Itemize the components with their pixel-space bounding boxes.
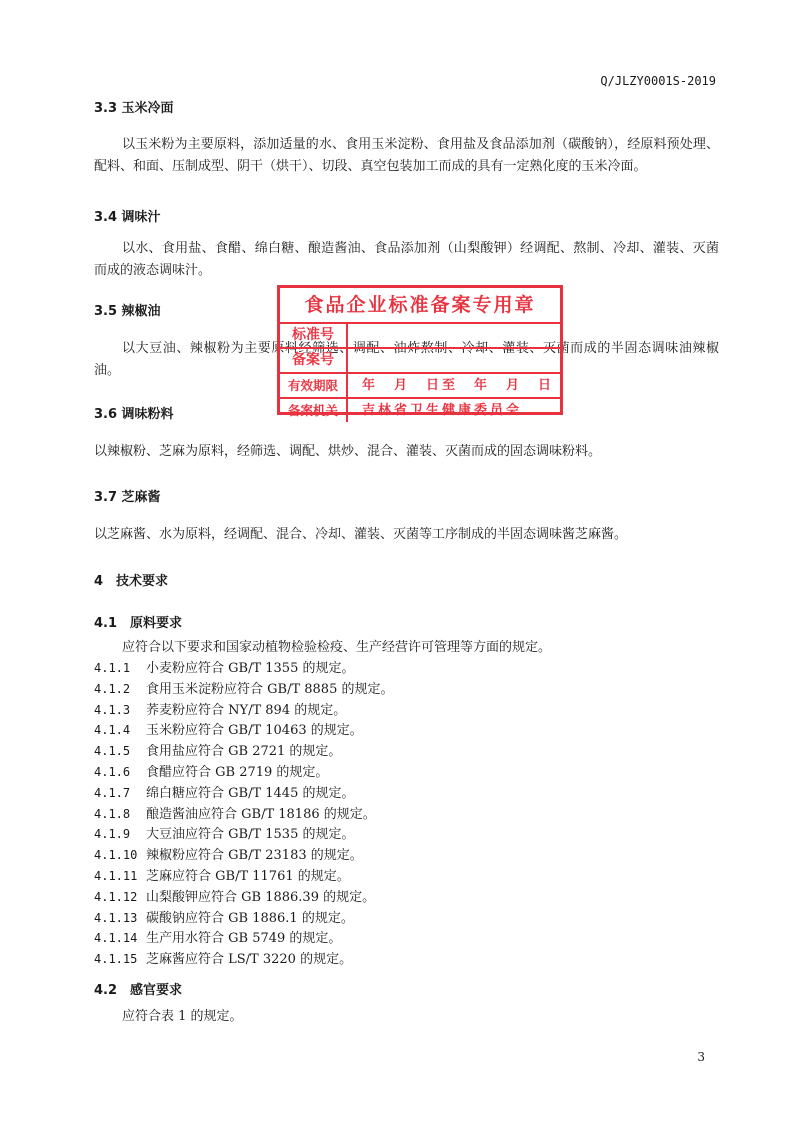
section-text-3-3: 以玉米粉为主要原料，添加适量的水、食用玉米淀粉、食用盐及食品添加剂（碳酸钠），经原料预处理、配料、和面、压制成型、阴干（烘干）、切段、真空包装加工而成的具有一定熟化度的玉米冷面。 [94, 137, 719, 174]
item-text: 食用玉米淀粉应符合 GB/T 8885 的规定。 [146, 681, 394, 697]
list-item [94, 928, 714, 949]
seal-row-validity [280, 374, 560, 399]
item-text: 酿造酱油应符合 GB/T 18186 的规定。 [146, 806, 376, 822]
requirements-list [94, 658, 714, 970]
list-item [94, 700, 714, 721]
section-heading-4-1: 4.1 原料要求 [94, 616, 183, 631]
list-item [94, 720, 714, 741]
seal-value: 年 月 日至 年 月 日 [362, 378, 555, 393]
seal-value [348, 349, 560, 372]
list-item [94, 762, 714, 783]
document-code: Q/JLZY0001S-2019 [600, 74, 716, 88]
item-number: 4.1.13 [94, 910, 138, 925]
item-number: 4.1.7 [94, 785, 131, 800]
section-text-3-6: 以辣椒粉、芝麻为原料，经筛选、调配、烘炒、混合、灌装、灭菌而成的固态调味粉料。 [94, 444, 602, 459]
section-heading-3-3: 3.3 玉米冷面 [94, 101, 174, 116]
item-number: 4.1.1 [94, 661, 131, 675]
seal-label: 备案机关 [280, 399, 348, 422]
list-item [94, 804, 714, 825]
section-text-3-4: 以水、食用盐、食醋、绵白糖、酿造酱油、食品添加剂（山梨酸钾）经调配、熬制、冷却、灌装、灭菌而成的液态调味汁。 [94, 241, 719, 278]
section-heading-3-4: 3.4 调味汁 [94, 210, 161, 225]
item-number: 4.1.4 [94, 723, 131, 738]
item-text: 生产用水符合 GB 5749 的规定。 [146, 931, 342, 947]
item-number: 4.1.15 [94, 952, 138, 967]
item-text: 荞麦粉应符合 NY/T 894 的规定。 [146, 702, 347, 718]
item-text: 食醋应符合 GB 2719 的规定。 [146, 764, 329, 780]
seal-value [348, 324, 560, 347]
registration-seal [277, 285, 563, 418]
item-text: 绵白糖应符合 GB/T 1445 的规定。 [146, 785, 355, 801]
item-number: 4.1.11 [94, 868, 138, 883]
item-number: 4.1.14 [94, 931, 138, 946]
chapter-heading-4: 4 技术要求 [94, 574, 169, 589]
seal-row-filing-number [280, 349, 560, 374]
item-number: 4.1.2 [94, 681, 131, 696]
item-number: 4.1.10 [94, 848, 138, 863]
list-item [94, 783, 714, 804]
item-text: 小麦粉应符合 GB/T 1355 的规定。 [146, 661, 355, 676]
list-item [94, 845, 714, 866]
section-text-3-5: 以大豆油、辣椒粉为主要原料经筛选、调配、油炸熬制、冷却、灌装、灭菌而成的半固态调味油辣椒油。 [94, 341, 719, 378]
section-text-3-7: 以芝麻酱、水为原料，经调配、混合、冷却、灌装、灭菌等工序制成的半固态调味酱芝麻酱。 [94, 527, 628, 542]
list-item [94, 824, 714, 845]
seal-label: 备案号 [280, 349, 348, 372]
seal-value: 吉林省卫生健康委员会 [362, 403, 523, 418]
list-item [94, 866, 714, 887]
list-item [94, 658, 714, 679]
item-text: 玉米粉应符合 GB/T 10463 的规定。 [146, 723, 363, 739]
list-item [94, 908, 714, 929]
item-text: 山梨酸钾应符合 GB 1886.39 的规定。 [146, 889, 376, 905]
section-heading-3-7: 3.7 芝麻酱 [94, 490, 161, 505]
seal-label: 标准号 [280, 324, 348, 347]
section-heading-3-6: 3.6 调味粉料 [94, 407, 174, 422]
item-number: 4.1.6 [94, 764, 131, 779]
seal-row-standard-number [280, 324, 560, 349]
item-text: 辣椒粉应符合 GB/T 23183 的规定。 [146, 848, 363, 864]
list-item [94, 949, 714, 970]
item-text: 食用盐应符合 GB 2721 的规定。 [146, 744, 342, 760]
item-number: 4.1.5 [94, 744, 131, 759]
item-text: 碳酸钠应符合 GB 1886.1 的规定。 [146, 910, 354, 926]
seal-row-authority [280, 399, 560, 422]
seal-label: 有效期限 [280, 374, 348, 397]
item-number: 4.1.8 [94, 806, 131, 821]
section-intro-4-1: 应符合以下要求和国家动植物检验检疫、生产经营许可管理等方面的规定。 [122, 640, 552, 655]
item-number: 4.1.12 [94, 889, 138, 904]
item-text: 芝麻应符合 GB/T 11761 的规定。 [146, 868, 350, 884]
item-number: 4.1.3 [94, 702, 131, 717]
section-text-4-2: 应符合表 1 的规定。 [122, 1009, 243, 1024]
seal-title: 食品企业标准备案专用章 [280, 288, 560, 324]
list-item [94, 887, 714, 908]
list-item [94, 679, 714, 700]
section-heading-3-5: 3.5 辣椒油 [94, 304, 161, 319]
page-number: 3 [697, 1050, 705, 1064]
item-number: 4.1.9 [94, 827, 131, 842]
item-text: 大豆油应符合 GB/T 1535 的规定。 [146, 827, 355, 843]
item-text: 芝麻酱应符合 LS/T 3220 的规定。 [146, 952, 353, 968]
list-item [94, 741, 714, 762]
section-heading-4-2: 4.2 感官要求 [94, 983, 183, 998]
